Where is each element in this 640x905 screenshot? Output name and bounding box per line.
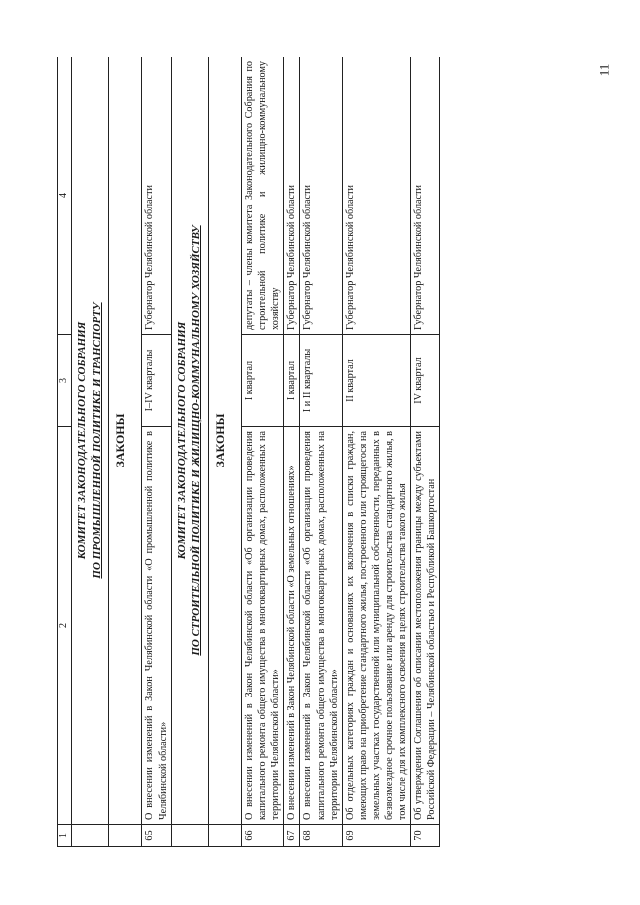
law-title: О внесении изменений в Закон Челябинской области «О земельных отношениях» [284, 427, 300, 825]
page-number: 11 [596, 63, 612, 77]
document-area [57, 57, 577, 847]
section-heading-row [71, 57, 109, 847]
rotated-table-page [57, 57, 577, 847]
section-subtitle: ПО ПРОМЫШЛЕННОЙ ПОЛИТИКЕ И ТРАНСПОРТУ [90, 302, 103, 579]
row-number: 68 [300, 825, 342, 847]
laws-label-row [209, 57, 242, 847]
law-title: О внесении изменений в Закон Челябинской области «О промышленной политике в Челябинской области» [142, 427, 171, 825]
responsible: Губернатор Челябинской области [342, 57, 410, 335]
row-number: 69 [342, 825, 410, 847]
period: II квартал [342, 335, 410, 427]
row-number: 67 [284, 825, 300, 847]
law-title: О внесении изменений в Закон Челябинской области «Об организации проведения капитального ремонта общего имущества в многоквартирных домах, расположенных на территории Челябинской области» [300, 427, 342, 825]
period: IV квартал [410, 335, 439, 427]
table-row [410, 57, 439, 847]
laws-label: ЗАКОНЫ [209, 57, 242, 825]
law-title: Об отдельных категориях граждан и основаниях их включения в списки граждан, имеющих право на приобретение стандартного жилья, построенного или строящегося на земельных участках государственной или муниципальной собственности, переданных в безвозмездное срочное пользование или аренду для строительства стандартного жилья, в том числе для их комплексного освоения в целях строительства такого жилья [342, 427, 410, 825]
header-col-1: 1 [58, 825, 72, 847]
responsible: Губернатор Челябинской области [284, 57, 300, 335]
row-number: 70 [410, 825, 439, 847]
legislation-plan-table [57, 57, 440, 847]
section-title: КОМИТЕТ ЗАКОНОДАТЕЛЬНОГО СОБРАНИЯ [75, 321, 88, 560]
period: I квартал [242, 335, 284, 427]
header-row [58, 57, 72, 847]
responsible: Губернатор Челябинской области [300, 57, 342, 335]
section-heading [71, 57, 109, 825]
table-row [300, 57, 342, 847]
period: I квартал [284, 335, 300, 427]
row-number: 65 [142, 825, 171, 847]
responsible: Губернатор Челябинской области [410, 57, 439, 335]
row-number: 66 [242, 825, 284, 847]
header-col-4: 4 [58, 57, 72, 335]
responsible: депутаты – члены комитета Законодательного Собрания по строительной политике и жилищно-коммунальному хозяйству [242, 57, 284, 335]
table-row [142, 57, 171, 847]
laws-label-row [109, 57, 142, 847]
responsible: Губернатор Челябинской области [142, 57, 171, 335]
table-row [242, 57, 284, 847]
laws-label: ЗАКОНЫ [109, 57, 142, 825]
header-col-2: 2 [58, 427, 72, 825]
header-col-3: 3 [58, 335, 72, 427]
section-subtitle: ПО СТРОИТЕЛЬНОЙ ПОЛИТИКЕ И ЖИЛИЩНО-КОММУНАЛЬНОМУ ХОЗЯЙСТВУ [190, 225, 203, 656]
section-title: КОМИТЕТ ЗАКОНОДАТЕЛЬНОГО СОБРАНИЯ [175, 321, 188, 560]
law-title: Об утверждении Соглашения об описании местоположения границы между субъектами Российской Федерации – Челябинской областью и Республикой Башкортостан [410, 427, 439, 825]
table-row [284, 57, 300, 847]
period: I–IV кварталы [142, 335, 171, 427]
section-heading [171, 57, 209, 825]
section-heading-row [171, 57, 209, 847]
table-row [342, 57, 410, 847]
period: I и II кварталы [300, 335, 342, 427]
law-title: О внесении изменений в Закон Челябинской области «Об организации проведения капитального ремонта общего имущества в многоквартирных домах, расположенных на территории Челябинской области» [242, 427, 284, 825]
